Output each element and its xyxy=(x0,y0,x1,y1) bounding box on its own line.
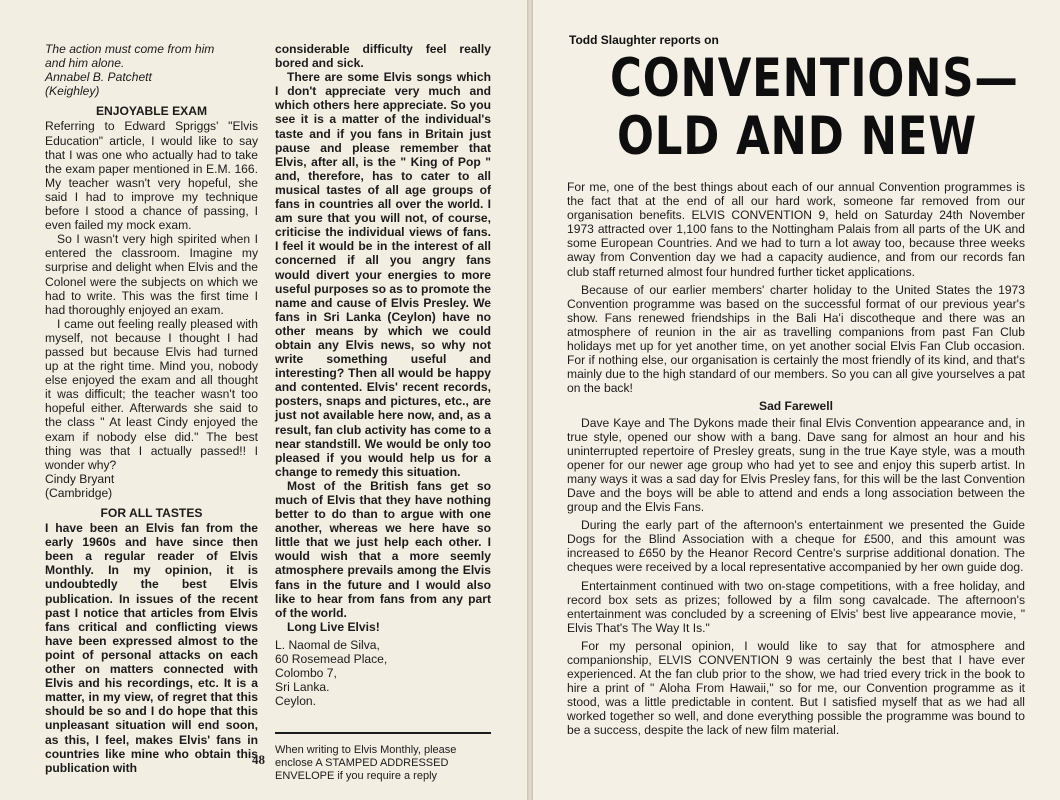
article-paragraph: Entertainment continued with two on-stage competitions, with a free holiday, and record box sets as prizes; followed by a film song cavalcade. The afternoon's entertainment was concluded by a screening of Elvis' best live appearance movie, " Elvis That's The Way It Is." xyxy=(567,578,1025,635)
address-line: 60 Rosemead Place, xyxy=(275,652,388,667)
letter-paragraph: So I wasn't very high spirited when I entered the classroom. Imagine my surprise and delight when Elvis and the Colonel were the subjects on which we had to write. This was the first time I had thoroughly enjoyed an exam. xyxy=(45,232,258,317)
address-line: Sri Lanka. xyxy=(275,680,330,695)
intro-signature-name: Annabel B. Patchett xyxy=(45,70,152,85)
letters-column-1 xyxy=(45,42,258,775)
letter-signature-name: Cindy Bryant xyxy=(45,471,115,486)
letter-signature-place: (Cambridge) xyxy=(45,485,113,500)
letter-paragraph: There are some Elvis songs which I don't appreciate very much and which others here appreciate. So you see it is a matter of the individual's taste and if you fans in Britain just pause and please remember that Elvis, after all, is the " King of Pop " and, therefore, has to cater to all musical tastes of all age groups of fans in countries all over the world. I am sure that you will not, of course, criticise the individual views of fans. I feel it would be in the interest of all concerned if all you angry fans would divert your energies to more useful purposes so as to promote the name and cause of Elvis Presley. We fans in Sri Lanka (Ceylon) have no other means by which we could obtain any Elvis news, so why not write something useful and interesting? Then all would be happy and contented. Elvis' recent records, posters, snaps and pictures, etc., are just not available here now, and, as a result, fan club activity has come to a near standstill. We would be only too pleased if you would help us for a change to remedy this situation. xyxy=(275,70,491,479)
page-number: 48 xyxy=(252,752,265,767)
article-subheading: Sad Farewell xyxy=(759,399,833,414)
intro-signature-place: (Keighley) xyxy=(45,84,100,99)
section-title-enjoyable-exam: ENJOYABLE EXAM xyxy=(95,104,208,119)
sender-address xyxy=(275,638,491,708)
article-headline xyxy=(610,48,1019,167)
article-paragraph: For me, one of the best things about each of our annual Convention programmes is the fact that at the end of all our hard work, someone far removed from our organisation benefits. ELVIS CONVENTION 9, held on Saturday 24th November 1973 attracted over 1,100 fans to the Nottingham Palais from all parts of the UK and some European Countries. And we had to turn a lot away too, because three weeks away from Convention day we had a capacity audience, and from our records fan club staff returned almost four hundred further ticket applications. xyxy=(567,180,1025,279)
letter-paragraph: Referring to Edward Spriggs' "Elvis Education" article, I would like to say that I was one who actually had to take the exam paper mentioned in E.M. 166. My teacher wasn't very hopeful, she said I had to improve my technique before I stood a chance of passing, I even failed my mock exam. xyxy=(45,119,258,233)
article-paragraph: For my personal opinion, I would like to say that for atmosphere and companionship, ELVIS CONVENTION 9 was certainly the best that I have ever experienced. At the fan club prior to the show, we had tried every trick in the book to hire a print of " Aloha From Hawaii," so for me, our Convention programme as it stood, was a little predictable in content. But I satisfied myself that as we had all worked together so well, and done everything possible the programme was bound to be a success, despite the lack of new film material. xyxy=(567,638,1025,738)
article-kicker: Todd Slaughter reports on xyxy=(569,33,719,47)
letter-continuation: considerable difficulty feel really bored and sick. xyxy=(275,42,491,71)
right-page xyxy=(533,0,1060,800)
address-line: L. Naomal de Silva, xyxy=(275,637,380,652)
article-paragraph: Because of our earlier members' charter holiday to the United States the 1973 Convention programme was based on the successful format of our previous year's show. Fans renewed friendships in the Bali Ha'i discotheque and there was an atmosphere of reunion in the air as travelling companions from past Fan Club holidays met up for yet another time, on yet another social Elvis Fan Club occasion. For if nothing else, our organisation is certainly the most friendly of its kind, and that's mainly due to the high standard of our members. So you can all give yourselves a pat on the back! xyxy=(567,282,1025,396)
intro-line-1: The action must come from him xyxy=(45,42,215,56)
article-paragraph: Dave Kaye and The Dykons made their final Elvis Convention appearance and, in true style, opened our show with a bang. Dave sang for almost an hour and his uninterrupted repertoire of Presley greats, sung in the true Kaye style, was a mouth opener for our newer age group who had yet to see and enjoy this superb artist. In many ways it was a sad day for Elvis Presley fans, for this will be the last Convention Dave and the boys will be able to attend and ends a long association between the group and the Elvis Fans. xyxy=(567,415,1025,515)
intro-line-2: and him alone. xyxy=(45,56,125,71)
left-page xyxy=(0,0,527,800)
letter-signoff: Long Live Elvis! xyxy=(287,619,380,634)
article-body xyxy=(567,180,1025,742)
divider-rule xyxy=(275,732,491,734)
section-title-for-all-tastes: FOR ALL TASTES xyxy=(100,506,203,520)
letter-paragraph: I have been an Elvis fan from the early 1960s and have since then been a regular reader of Elvis Monthly. In my opinion, it is undoubtedly the best Elvis publication. In issues of the recent past I notice that articles from Elvis fans critical and conflicting views have been expressed almost to the point of personal attacks on each other on matters connected with Elvis and his recordings, etc. It is a matter, in my view, of regret that this should be so and I do hope that this unpleasant situation will end soon, as this, I feel, makes Elvis' fans in countries like mine who obtain this publication with xyxy=(45,521,258,775)
headline-line-1: CONVENTIONS— xyxy=(610,48,1019,109)
submission-note: When writing to Elvis Monthly, please enclose A STAMPED ADDRESSED ENVELOPE if you require a reply xyxy=(275,744,457,783)
address-line: Colombo 7, xyxy=(275,666,337,681)
article-paragraph: During the early part of the afternoon's entertainment we presented the Guide Dogs for the Blind Association with a cheque for £500, and this amount was increased to £650 by the Heanor Record Centre's surprise additional donation. The cheques were received by a local representative accompanied by her own guide dog. xyxy=(567,518,1025,575)
letter-paragraph: I came out feeling really pleased with myself, not because I thought I had passed but because Elvis had turned up at the right time. Mind you, nobody else enjoyed the exam and all thought it was difficult; the teacher wasn't too hopeful either. Afterwards she said to the class " At least Cindy enjoyed the exam if nobody else did." The best thing was that I actually passed!! I wonder why? xyxy=(45,316,258,472)
headline-line-2: OLD AND NEW xyxy=(616,106,978,167)
letter-paragraph: Most of the British fans get so much of Elvis that they have nothing better to do than to argue with one another, whereas we here have so little that we just help each other. I would wish that a more seemly atmosphere prevails among the Elvis fans in the future and I would also like to hear from fans from any part of the world. xyxy=(275,478,491,620)
letters-column-2 xyxy=(275,42,491,783)
address-line: Ceylon. xyxy=(275,694,317,709)
